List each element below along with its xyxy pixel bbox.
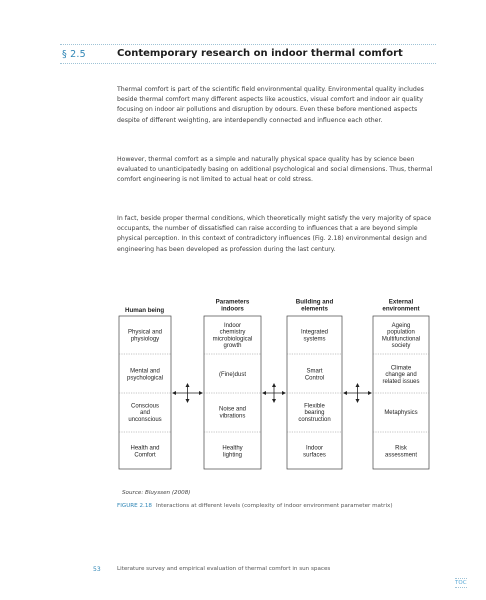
arrow-3-4-left-head xyxy=(343,391,347,395)
figure-caption-label: FIGURE 2.18 xyxy=(117,503,152,509)
arrow-1-2-right-head xyxy=(199,391,203,395)
arrow-1-2-down-head xyxy=(186,399,190,403)
figure-2-18-diagram xyxy=(117,294,435,494)
cell-1-2: Mental and psychological xyxy=(126,368,164,382)
cell-4-2: Climate change and related issues xyxy=(382,365,420,385)
header-col2: Parameters indoors xyxy=(215,298,250,313)
section-number: § 2.5 xyxy=(62,49,86,60)
arrow-2-3-right-head xyxy=(282,391,286,395)
figure-caption-text: Interactions at different levels (complexity of indoor environment parameter matrix) xyxy=(155,503,393,509)
arrow-2-3-down-head xyxy=(272,399,276,403)
cell-4-4: Risk assessment xyxy=(384,445,418,459)
cell-2-1: Indoor chemistry microbiological growth xyxy=(212,323,253,350)
cell-2-2: (Fine)dust xyxy=(218,372,247,379)
paragraph-1: Thermal comfort is part of the scientific field environmental quality. Environmental quality includes beside thermal comfort many different aspects like acoustics, visual comfort and indoor air quality focusing on indoor air pollutions and disruption by odours. Even these before mentioned aspects despite of different weighting, are interdependly connected and influence each other. xyxy=(117,86,424,124)
cell-3-4: Indoor surfaces xyxy=(303,445,326,459)
cell-1-1: Physical and physiology xyxy=(127,329,163,343)
arrow-2-3-up-head xyxy=(272,383,276,387)
cell-3-2: Smart Control xyxy=(304,368,325,382)
header-col4: External environment xyxy=(382,298,420,313)
paragraph-3: In fact, beside proper thermal conditions, which theoretically might satisfy the very majority of space occupants, the number of dissatisfied can raise according to influences that a are beyond simple physical perception. In this context of contradictory influences (Fig. 2.18) environmental design and engineering has been developed as profession during the last century. xyxy=(117,215,432,253)
arrow-3-4-right-head xyxy=(368,391,372,395)
cell-1-4: Health and Comfort xyxy=(130,445,160,459)
toc-link[interactable]: TOC xyxy=(455,580,467,586)
section-title: Contemporary research on indoor thermal comfort xyxy=(117,48,403,59)
cell-3-3: Flexible bearing construction xyxy=(298,403,331,423)
paragraph-2: However, thermal comfort as a simple and naturally physical space quality has by science been evaluated to unanticipatedly basing on additional psychological and social dimensions. Thus, thermal comfort engineering is not limited to actual heat or cold stress. xyxy=(117,156,433,184)
header-rule-bottom xyxy=(60,63,436,64)
arrow-3-4-up-head xyxy=(356,383,360,387)
arrow-1-2-up-head xyxy=(186,383,190,387)
arrow-2-3-left-head xyxy=(262,391,266,395)
footer-running-title: Literature survey and empirical evaluation of thermal comfort in sun spaces xyxy=(117,566,331,572)
cell-1-3: Conscious and unconscious xyxy=(128,403,162,423)
figure-source: Source: Bluyssen (2008) xyxy=(122,490,191,496)
arrow-3-4-down-head xyxy=(356,399,360,403)
header-col3: Building and elements xyxy=(295,298,334,313)
figure-caption xyxy=(117,503,393,509)
cell-4-3: Metaphysics xyxy=(384,410,418,417)
cell-2-4: Healthy lighting xyxy=(222,445,243,459)
cell-3-1: Integrated systems xyxy=(300,329,329,343)
footer-page-number: 53 xyxy=(93,566,101,573)
arrow-1-2-left-head xyxy=(172,391,176,395)
diagram-svg xyxy=(117,294,435,494)
header-human-being: Human being xyxy=(125,307,165,315)
cell-2-3: Noise and vibrations xyxy=(218,406,247,420)
header-rule-top xyxy=(60,44,436,45)
cell-4-1: Ageing population Multifunctional society xyxy=(381,323,421,350)
